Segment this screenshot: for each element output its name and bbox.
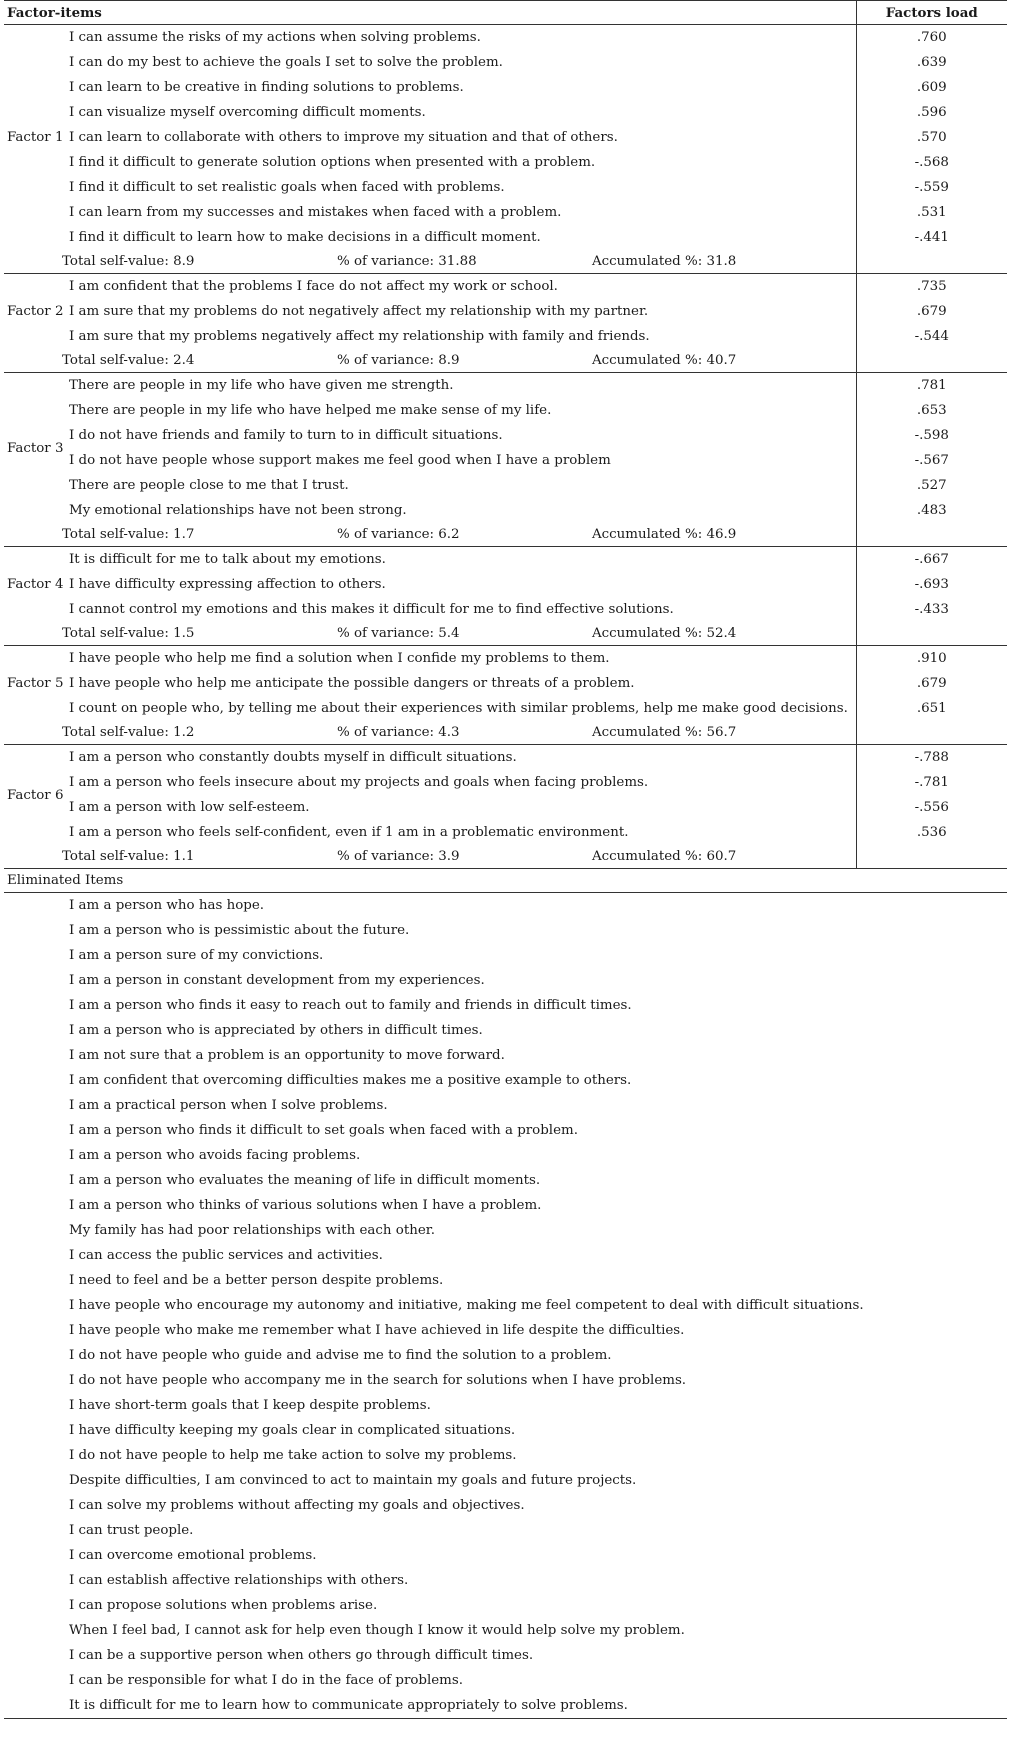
eliminated-item-row bbox=[4, 1543, 1007, 1568]
eliminated-spacer bbox=[4, 1293, 66, 1318]
eliminated-spacer bbox=[4, 1568, 66, 1593]
eliminated-item-row bbox=[4, 993, 1007, 1018]
item-text: There are people in my life who have given me strength. bbox=[69, 378, 454, 393]
eliminated-item-text: I am a person sure of my convictions. bbox=[69, 948, 324, 963]
factor-stats bbox=[4, 523, 856, 547]
eliminated-spacer bbox=[4, 993, 66, 1018]
item-text: I can assume the risks of my actions when solving problems. bbox=[69, 30, 481, 45]
eliminated-item-text: I am confident that overcoming difficulties makes me a positive example to others. bbox=[69, 1073, 632, 1088]
table-row bbox=[4, 770, 1007, 795]
eliminated-item-row bbox=[4, 1043, 1007, 1068]
eliminated-spacer bbox=[4, 918, 66, 943]
factor-load-value: .536 bbox=[856, 820, 1007, 845]
eliminated-item-row bbox=[4, 1143, 1007, 1168]
eliminated-item-row bbox=[4, 1018, 1007, 1043]
eliminated-spacer bbox=[4, 1443, 66, 1468]
factor-load-value: -.441 bbox=[856, 225, 1007, 250]
factor-table-page bbox=[4, 0, 1007, 1743]
eliminated-item-row bbox=[4, 968, 1007, 993]
item-text: I have people who help me find a solution when I confide my problems to them. bbox=[69, 651, 610, 666]
eliminated-item-text: I can be a supportive person when others go through difficult times. bbox=[69, 1648, 534, 1663]
eliminated-item-row bbox=[4, 943, 1007, 968]
table-row bbox=[4, 75, 1007, 100]
factor-load-value: -.788 bbox=[856, 745, 1007, 771]
total-self-value: Total self-value: 1.1 bbox=[62, 849, 195, 864]
item-text: I can learn to collaborate with others to improve my situation and that of others. bbox=[69, 130, 618, 145]
factor-load-value: -.667 bbox=[856, 547, 1007, 573]
eliminated-spacer bbox=[4, 1068, 66, 1093]
item-text: I am a person who feels self-confident, even if 1 am in a problematic environment. bbox=[69, 825, 629, 840]
factor-label: Factor 6 bbox=[7, 787, 64, 803]
eliminated-item-row bbox=[4, 918, 1007, 943]
table-row bbox=[4, 795, 1007, 820]
factor-load-value: .679 bbox=[856, 671, 1007, 696]
factor-load-value: .679 bbox=[856, 299, 1007, 324]
eliminated-item-text: When I feel bad, I cannot ask for help even though I know it would help solve my problem. bbox=[69, 1623, 685, 1638]
item-text: My emotional relationships have not been strong. bbox=[69, 503, 407, 518]
eliminated-item-row bbox=[4, 1593, 1007, 1618]
table-row bbox=[4, 820, 1007, 845]
factor-load-value: .651 bbox=[856, 696, 1007, 721]
eliminated-item-row bbox=[4, 1568, 1007, 1593]
item-text: I am sure that my problems negatively affect my relationship with family and friends. bbox=[69, 329, 650, 344]
eliminated-item-text: I am a person who has hope. bbox=[69, 898, 265, 913]
eliminated-spacer bbox=[4, 1268, 66, 1293]
item-text: I can learn from my successes and mistakes when faced with a problem. bbox=[69, 205, 562, 220]
factor-loadings-table bbox=[4, 0, 1007, 1719]
item-text: There are people in my life who have helped me make sense of my life. bbox=[69, 403, 552, 418]
eliminated-spacer bbox=[4, 1643, 66, 1668]
table-header-row bbox=[4, 1, 1007, 25]
factor-label: Factor 2 bbox=[7, 304, 64, 319]
eliminated-spacer bbox=[4, 1518, 66, 1543]
table-row bbox=[4, 398, 1007, 423]
eliminated-spacer bbox=[4, 1168, 66, 1193]
item-text: It is difficult for me to talk about my emotions. bbox=[69, 552, 386, 567]
table-row bbox=[4, 423, 1007, 448]
eliminated-item-text: I have people who make me remember what I have achieved in life despite the difficulties. bbox=[69, 1323, 685, 1338]
stats-load-empty bbox=[856, 721, 1007, 745]
item-text: I am sure that my problems do not negatively affect my relationship with my partner. bbox=[69, 304, 649, 319]
eliminated-item-text: I am a person in constant development from my experiences. bbox=[69, 973, 485, 988]
item-text: I am a person who constantly doubts myself in difficult situations. bbox=[69, 750, 517, 765]
eliminated-item-text: I am a person who evaluates the meaning of life in difficult moments. bbox=[69, 1173, 541, 1188]
item-text: I am confident that the problems I face do not affect my work or school. bbox=[69, 279, 558, 294]
accumulated-percent: Accumulated %: 31.8 bbox=[592, 254, 737, 269]
eliminated-item-text: I have difficulty keeping my goals clear in complicated situations. bbox=[69, 1423, 516, 1438]
accumulated-percent: Accumulated %: 60.7 bbox=[592, 849, 737, 864]
eliminated-header-row bbox=[4, 869, 1007, 893]
eliminated-item-text: I can establish affective relationships with others. bbox=[69, 1573, 409, 1588]
table-row bbox=[4, 299, 1007, 324]
percent-variance: % of variance: 8.9 bbox=[337, 353, 460, 368]
factor-load-value: .760 bbox=[856, 25, 1007, 51]
total-self-value: Total self-value: 2.4 bbox=[62, 353, 195, 368]
percent-variance: % of variance: 6.2 bbox=[337, 527, 460, 542]
factor-load-value: .735 bbox=[856, 274, 1007, 300]
stats-load-empty bbox=[856, 622, 1007, 646]
table-row bbox=[4, 745, 1007, 771]
table-row bbox=[4, 373, 1007, 399]
eliminated-item-row bbox=[4, 1393, 1007, 1418]
eliminated-item-row bbox=[4, 893, 1007, 919]
item-text: I can do my best to achieve the goals I set to solve the problem. bbox=[69, 55, 503, 70]
eliminated-spacer bbox=[4, 1243, 66, 1268]
eliminated-item-row bbox=[4, 1068, 1007, 1093]
eliminated-item-row bbox=[4, 1168, 1007, 1193]
eliminated-item-text: I do not have people to help me take action to solve my problems. bbox=[69, 1448, 517, 1463]
eliminated-spacer bbox=[4, 1118, 66, 1143]
item-text: I do not have people whose support makes me feel good when I have a problem bbox=[69, 453, 611, 468]
table-row bbox=[4, 696, 1007, 721]
eliminated-spacer bbox=[4, 893, 66, 919]
factor-stats-row bbox=[4, 349, 1007, 373]
eliminated-spacer bbox=[4, 1093, 66, 1118]
item-text: I can visualize myself overcoming difficult moments. bbox=[69, 105, 426, 120]
factor-stats bbox=[4, 845, 856, 869]
eliminated-item-text: I can be responsible for what I do in the face of problems. bbox=[69, 1673, 464, 1688]
eliminated-spacer bbox=[4, 1693, 66, 1719]
eliminated-spacer bbox=[4, 1593, 66, 1618]
eliminated-spacer bbox=[4, 1668, 66, 1693]
table-row bbox=[4, 274, 1007, 300]
total-self-value: Total self-value: 1.7 bbox=[62, 527, 195, 542]
eliminated-spacer bbox=[4, 968, 66, 993]
stats-load-empty bbox=[856, 845, 1007, 869]
header-factors-load: Factors load bbox=[856, 1, 1007, 25]
factor-load-value: .570 bbox=[856, 125, 1007, 150]
eliminated-item-text: I am a person who is appreciated by others in difficult times. bbox=[69, 1023, 483, 1038]
eliminated-item-text: I can overcome emotional problems. bbox=[69, 1548, 317, 1563]
eliminated-item-row bbox=[4, 1343, 1007, 1368]
factor-load-value: -.598 bbox=[856, 423, 1007, 448]
factor-load-value: .609 bbox=[856, 75, 1007, 100]
table-row bbox=[4, 225, 1007, 250]
table-row bbox=[4, 448, 1007, 473]
eliminated-item-row bbox=[4, 1118, 1007, 1143]
eliminated-item-row bbox=[4, 1243, 1007, 1268]
eliminated-item-text: I do not have people who guide and advise me to find the solution to a problem. bbox=[69, 1348, 612, 1363]
item-text: I am a person who feels insecure about my projects and goals when facing problems. bbox=[69, 775, 649, 790]
total-self-value: Total self-value: 1.5 bbox=[62, 626, 195, 641]
table-row bbox=[4, 646, 1007, 672]
item-text: I do not have friends and family to turn to in difficult situations. bbox=[69, 428, 503, 443]
factor-load-value: -.559 bbox=[856, 175, 1007, 200]
factor-label: Factor 5 bbox=[7, 676, 64, 691]
accumulated-percent: Accumulated %: 40.7 bbox=[592, 353, 737, 368]
stats-load-empty bbox=[856, 250, 1007, 274]
factor-stats bbox=[4, 721, 856, 745]
eliminated-spacer bbox=[4, 1043, 66, 1068]
factor-body bbox=[4, 25, 1007, 869]
table-row bbox=[4, 473, 1007, 498]
eliminated-item-text: I am a person who is pessimistic about the future. bbox=[69, 923, 410, 938]
factor-load-value: .483 bbox=[856, 498, 1007, 523]
accumulated-percent: Accumulated %: 56.7 bbox=[592, 725, 737, 740]
header-factor-items: Factor-items bbox=[4, 1, 856, 25]
eliminated-spacer bbox=[4, 1543, 66, 1568]
factor-stats-row bbox=[4, 622, 1007, 646]
factor-load-value: -.568 bbox=[856, 150, 1007, 175]
eliminated-item-text: My family has had poor relationships with each other. bbox=[69, 1223, 435, 1238]
table-row bbox=[4, 50, 1007, 75]
eliminated-item-text: I can access the public services and activities. bbox=[69, 1248, 383, 1263]
eliminated-spacer bbox=[4, 1318, 66, 1343]
eliminated-spacer bbox=[4, 1343, 66, 1368]
factor-load-value: .639 bbox=[856, 50, 1007, 75]
eliminated-spacer bbox=[4, 1143, 66, 1168]
eliminated-item-text: I can solve my problems without affecting my goals and objectives. bbox=[69, 1498, 525, 1513]
factor-stats-row bbox=[4, 845, 1007, 869]
accumulated-percent: Accumulated %: 52.4 bbox=[592, 626, 737, 641]
factor-load-value: .531 bbox=[856, 200, 1007, 225]
eliminated-item-row bbox=[4, 1368, 1007, 1393]
item-text: I cannot control my emotions and this makes it difficult for me to find effective solutions. bbox=[69, 602, 674, 617]
factor-load-value: -.433 bbox=[856, 597, 1007, 622]
eliminated-item-text: I do not have people who accompany me in the search for solutions when I have problems. bbox=[69, 1373, 687, 1388]
total-self-value: Total self-value: 8.9 bbox=[62, 254, 195, 269]
eliminated-item-text: I am a person who finds it easy to reach out to family and friends in difficult times. bbox=[69, 998, 632, 1013]
eliminated-spacer bbox=[4, 1618, 66, 1643]
eliminated-item-text: I am a person who avoids facing problems. bbox=[69, 1148, 361, 1163]
factor-load-value: -.556 bbox=[856, 795, 1007, 820]
eliminated-item-row bbox=[4, 1618, 1007, 1643]
eliminated-item-text: I have people who encourage my autonomy and initiative, making me feel competent to deal with difficult situations. bbox=[69, 1298, 864, 1313]
eliminated-spacer bbox=[4, 1368, 66, 1393]
factor-label: Factor 1 bbox=[7, 130, 64, 145]
eliminated-spacer bbox=[4, 1218, 66, 1243]
eliminated-item-text: I can trust people. bbox=[69, 1523, 194, 1538]
factor-load-value: -.781 bbox=[856, 770, 1007, 795]
eliminated-item-row bbox=[4, 1093, 1007, 1118]
factor-stats-row bbox=[4, 721, 1007, 745]
percent-variance: % of variance: 5.4 bbox=[337, 626, 460, 641]
accumulated-percent: Accumulated %: 46.9 bbox=[592, 527, 737, 542]
percent-variance: % of variance: 4.3 bbox=[337, 725, 460, 740]
factor-stats-row bbox=[4, 250, 1007, 274]
percent-variance: % of variance: 31.88 bbox=[337, 254, 477, 269]
eliminated-item-text: Despite difficulties, I am convinced to act to maintain my goals and future projects. bbox=[69, 1473, 637, 1488]
factor-load-value: .596 bbox=[856, 100, 1007, 125]
eliminated-spacer bbox=[4, 1468, 66, 1493]
eliminated-item-row bbox=[4, 1268, 1007, 1293]
table-row bbox=[4, 597, 1007, 622]
eliminated-item-row bbox=[4, 1418, 1007, 1443]
item-text: I find it difficult to learn how to make decisions in a difficult moment. bbox=[69, 230, 541, 245]
eliminated-item-text: It is difficult for me to learn how to communicate appropriately to solve problems. bbox=[66, 1693, 1007, 1719]
factor-stats bbox=[4, 622, 856, 646]
stats-load-empty bbox=[856, 349, 1007, 373]
item-text: There are people close to me that I trust. bbox=[69, 478, 349, 493]
eliminated-item-row bbox=[4, 1218, 1007, 1243]
eliminated-item-text: I can propose solutions when problems arise. bbox=[69, 1598, 378, 1613]
eliminated-item-row bbox=[4, 1318, 1007, 1343]
item-text: I count on people who, by telling me about their experiences with similar problems, help me make good decisions. bbox=[69, 701, 848, 716]
eliminated-item-text: I am a person who finds it difficult to set goals when faced with a problem. bbox=[69, 1123, 578, 1138]
factor-stats-row bbox=[4, 523, 1007, 547]
eliminated-item-text: I need to feel and be a better person despite problems. bbox=[69, 1273, 444, 1288]
factor-load-value: .910 bbox=[856, 646, 1007, 672]
eliminated-item-text: I am not sure that a problem is an opportunity to move forward. bbox=[69, 1048, 505, 1063]
factor-stats bbox=[4, 250, 856, 274]
eliminated-item-text: I am a person who thinks of various solutions when I have a problem. bbox=[69, 1198, 542, 1213]
eliminated-spacer bbox=[4, 943, 66, 968]
eliminated-item-row bbox=[4, 1193, 1007, 1218]
table-row bbox=[4, 671, 1007, 696]
eliminated-item-text: I have short-term goals that I keep despite problems. bbox=[69, 1398, 431, 1413]
factor-label: Factor 4 bbox=[7, 577, 64, 592]
factor-load-value: -.567 bbox=[856, 448, 1007, 473]
eliminated-item-row bbox=[4, 1443, 1007, 1468]
item-text: I find it difficult to set realistic goals when faced with problems. bbox=[69, 180, 505, 195]
eliminated-spacer bbox=[4, 1393, 66, 1418]
eliminated-spacer bbox=[4, 1018, 66, 1043]
eliminated-item-row bbox=[4, 1693, 1007, 1719]
table-row bbox=[4, 324, 1007, 349]
table-row bbox=[4, 125, 1007, 150]
eliminated-spacer bbox=[4, 1193, 66, 1218]
eliminated-item-row bbox=[4, 1668, 1007, 1693]
eliminated-item-row bbox=[4, 1643, 1007, 1668]
total-self-value: Total self-value: 1.2 bbox=[62, 725, 195, 740]
item-text: I have people who help me anticipate the possible dangers or threats of a problem. bbox=[69, 676, 635, 691]
factor-load-value: .653 bbox=[856, 398, 1007, 423]
eliminated-item-row bbox=[4, 1518, 1007, 1543]
eliminated-item-text: I am a practical person when I solve problems. bbox=[69, 1098, 388, 1113]
table-row bbox=[4, 200, 1007, 225]
table-row bbox=[4, 175, 1007, 200]
percent-variance: % of variance: 3.9 bbox=[337, 849, 460, 864]
table-row bbox=[4, 150, 1007, 175]
factor-load-value: .527 bbox=[856, 473, 1007, 498]
item-text: I can learn to be creative in finding solutions to problems. bbox=[69, 80, 464, 95]
table-row bbox=[4, 547, 1007, 573]
factor-load-value: -.693 bbox=[856, 572, 1007, 597]
eliminated-spacer bbox=[4, 1493, 66, 1518]
factor-label: Factor 3 bbox=[7, 440, 64, 456]
factor-load-value: -.544 bbox=[856, 324, 1007, 349]
eliminated-spacer bbox=[4, 1418, 66, 1443]
eliminated-item-row bbox=[4, 1468, 1007, 1493]
eliminated-items-title: Eliminated Items bbox=[4, 869, 1007, 893]
table-row bbox=[4, 572, 1007, 597]
item-text: I find it difficult to generate solution options when presented with a problem. bbox=[69, 155, 596, 170]
eliminated-body bbox=[4, 869, 1007, 1719]
eliminated-item-row bbox=[4, 1493, 1007, 1518]
item-text: I am a person with low self-esteem. bbox=[69, 800, 310, 815]
item-text: I have difficulty expressing affection to others. bbox=[69, 577, 386, 592]
stats-load-empty bbox=[856, 523, 1007, 547]
table-row bbox=[4, 498, 1007, 523]
factor-stats bbox=[4, 349, 856, 373]
eliminated-item-row bbox=[4, 1293, 1007, 1318]
table-row bbox=[4, 25, 1007, 51]
factor-load-value: .781 bbox=[856, 373, 1007, 399]
table-row bbox=[4, 100, 1007, 125]
